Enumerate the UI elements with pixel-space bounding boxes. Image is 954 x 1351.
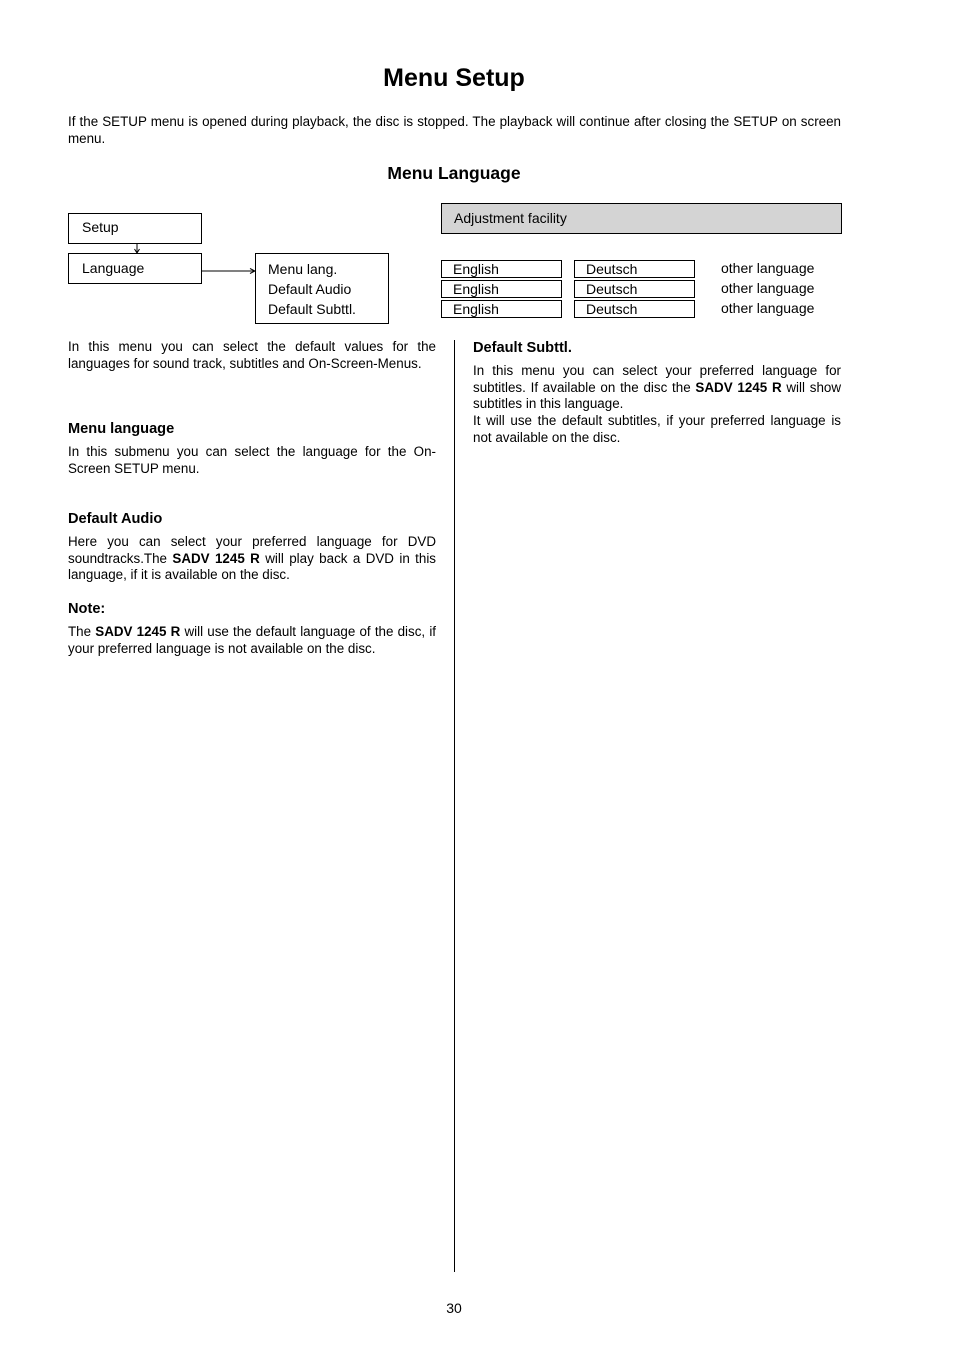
page-number: 30 — [446, 1300, 462, 1316]
menu-language-section — [68, 421, 436, 477]
adjustment-facility-header: Adjustment facility — [441, 203, 842, 234]
default-subtitle-heading: Default Subttl. — [473, 340, 572, 356]
note-text: The SADV 1245 R will use the default language of the disc, if your preferred language is not available on the disc. — [68, 623, 437, 656]
model-name: SADV 1245 R — [95, 623, 181, 639]
option-english: English — [441, 300, 562, 318]
submenu-item-default-subtitle: Default Subttl. — [268, 301, 356, 317]
option-deutsch: Deutsch — [574, 260, 695, 278]
default-audio-text: Here you can select your preferred language for DVD soundtracks.The SADV 1245 R will play back a DVD in this language, if it is available on the disc. — [68, 533, 437, 583]
menu-language-text: In this submenu you can select the language for the On-Screen SETUP menu. — [68, 443, 436, 476]
intro-paragraph: If the SETUP menu is opened during playback, the disc is stopped. The playback will continue after closing the SETUP on screen menu. — [68, 114, 841, 146]
menu-language-heading: Menu language — [68, 421, 175, 437]
option-english: English — [441, 280, 562, 298]
submenu-item-menu-lang: Menu lang. — [268, 261, 338, 277]
note-section — [68, 601, 436, 657]
option-other-language: other language — [721, 300, 815, 316]
section-title: Menu Language — [387, 163, 521, 183]
page-title: Menu Setup — [383, 64, 525, 92]
default-subtitle-text-2: It will use the default subtitles, if your preferred language is not available on the disc. — [473, 413, 841, 445]
default-audio-heading: Default Audio — [68, 511, 163, 527]
option-deutsch: Deutsch — [574, 280, 695, 298]
option-other-language: other language — [721, 280, 815, 296]
model-name: SADV 1245 R — [172, 550, 260, 566]
column-divider — [454, 340, 455, 1272]
note-heading: Note: — [68, 601, 106, 617]
language-menu-box: Language — [68, 253, 202, 284]
submenu-box — [255, 253, 389, 324]
model-name: SADV 1245 R — [695, 379, 782, 395]
default-subtitle-text: In this menu you can select your preferred language for subtitles. If available on the disc the SADV 1245 R will show subtitles in this language. — [473, 362, 842, 412]
setup-menu-box: Setup — [68, 213, 202, 244]
left-column-intro: In this menu you can select the default values for the languages for sound track, subtitles and On-Screen-Menus. — [68, 339, 436, 371]
default-audio-section — [68, 511, 436, 584]
option-deutsch: Deutsch — [574, 300, 695, 318]
option-other-language: other language — [721, 260, 815, 276]
default-subtitle-section — [473, 340, 841, 447]
submenu-item-default-audio: Default Audio — [268, 281, 352, 297]
option-english: English — [441, 260, 562, 278]
